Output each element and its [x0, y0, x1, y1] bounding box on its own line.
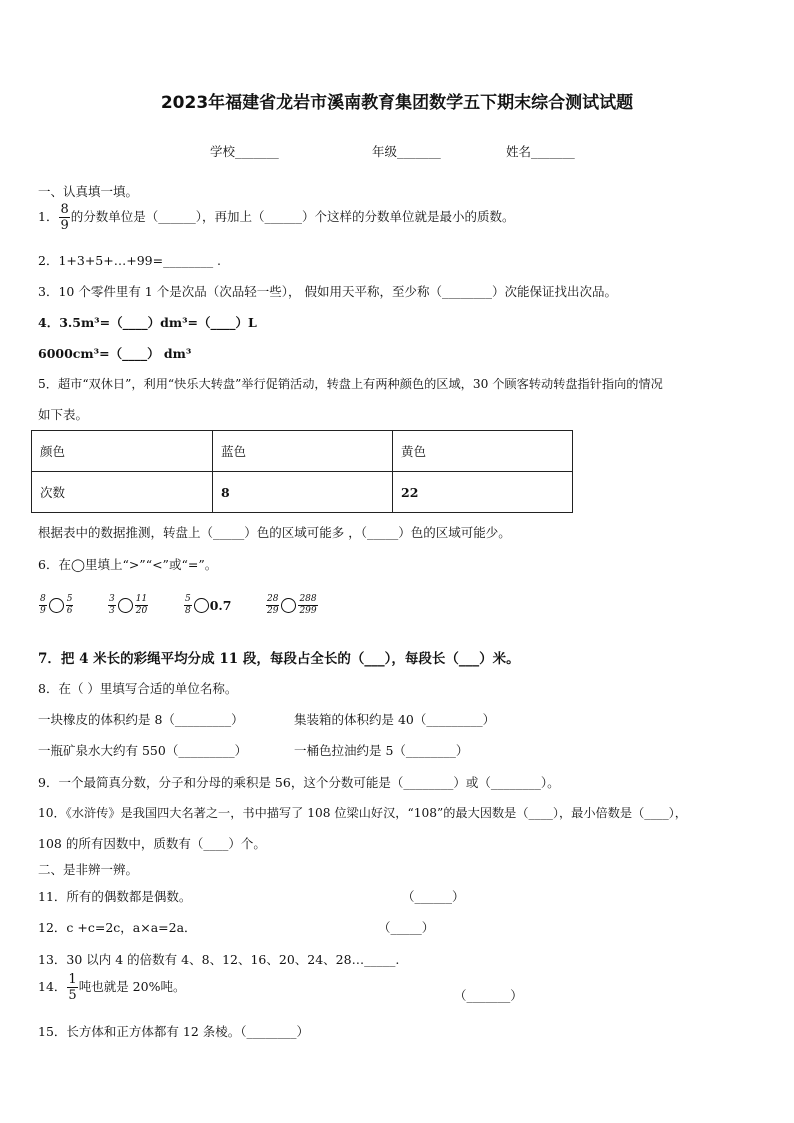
fraction-denominator: 299 [299, 606, 317, 616]
question-13: 13．30 以内 4 的倍数有 4、8、12、16、20、24、28…_____. [38, 952, 400, 967]
fraction [66, 595, 74, 616]
fraction [67, 973, 77, 1002]
fraction-denominator: 9 [60, 218, 69, 233]
fraction [59, 203, 69, 232]
fraction-denominator: 29 [267, 606, 279, 616]
fraction-numerator: 1 [68, 972, 77, 987]
fraction-denominator: 5 [68, 988, 77, 1003]
question-10-part-2: 108 的所有因数中，质数有（____）个。 [38, 836, 266, 851]
page-title: 2023年福建省龙岩市溪南教育集团数学五下期末综合测试试题 [160, 93, 634, 113]
question-7: 7．把 4 米长的彩绳平均分成 11 段，每段占全长的（___），每段长（___）米。 [38, 651, 520, 667]
compare-circle[interactable] [281, 598, 296, 613]
question-8-item: 一瓶矿泉水大约有 550（_________） [38, 743, 248, 758]
table-cell: 蓝色 [213, 431, 393, 472]
fraction-numerator: 11 [135, 594, 148, 604]
question-8-item: 一块橡皮的体积约是 8（_________） [38, 712, 244, 727]
question-4-part-2: 6000cm³=（____） dm³ [38, 346, 192, 361]
section-1-heading: 一、认真填一填。 [38, 184, 139, 199]
compare-circle[interactable] [194, 598, 209, 613]
fraction-numerator: 5 [185, 594, 191, 604]
fraction-numerator: 28 [267, 594, 279, 604]
question-8: 8．在（ ）里填写合适的单位名称。 [38, 681, 238, 696]
fraction-denominator: 9 [40, 606, 46, 616]
table-row [32, 472, 573, 513]
question-12-blank: （_____） [378, 920, 435, 935]
compare-circle[interactable] [49, 598, 64, 613]
compare-circle[interactable] [118, 598, 133, 613]
compare-item-1 [38, 595, 74, 616]
fraction [135, 595, 148, 616]
table-row [32, 431, 573, 472]
section-2-heading: 二、是非辨一辨。 [38, 862, 139, 877]
fraction-numerator: 5 [66, 594, 73, 604]
question-11-blank: （______） [402, 889, 465, 904]
fraction [298, 595, 317, 616]
question-14-number: 14． [38, 979, 67, 994]
compare-item-4 [265, 595, 319, 616]
table-cell: 8 [213, 472, 393, 513]
fraction-numerator: 288 [299, 594, 317, 604]
question-15: 15．长方体和正方体都有 12 条棱。（________） [38, 1024, 310, 1039]
fraction [184, 595, 192, 616]
compare-value: 0.7 [209, 598, 232, 613]
question-5-prompt: 根据表中的数据推测，转盘上（_____）色的区域可能多 ，（_____）色的区域可能少。 [38, 525, 511, 540]
table-cell: 颜色 [32, 431, 213, 472]
fraction-numerator: 3 [109, 594, 115, 604]
fraction-denominator: 3 [109, 606, 115, 616]
question-4-part-1: 4．3.5m³=（____）dm³=（____）L [38, 315, 257, 330]
table-cell: 次数 [32, 472, 213, 513]
question-1-text: 的分数单位是（______），再加上（______）个这样的分数单位就是最小的质数。 [70, 209, 515, 224]
question-6: 6．在◯里填上“>”“<”或“=”。 [38, 557, 218, 572]
fraction-denominator: 20 [135, 606, 148, 616]
question-8-item: 集装箱的体积约是 40（_________） [294, 712, 496, 727]
fraction [266, 595, 279, 616]
fraction-numerator: 8 [40, 594, 46, 604]
question-3: 3．10 个零件里有 1 个是次品（次品轻一些）， 假如用天平称，至少称（________）次能保证找出次品。 [38, 284, 617, 299]
name-field: 姓名_______ [506, 144, 575, 159]
compare-item-2 [107, 595, 149, 616]
question-9: 9．一个最简真分数，分子和分母的乘积是 56，这个分数可能是（________）或（________）。 [38, 775, 560, 790]
fraction-denominator: 8 [185, 606, 191, 616]
table-cell: 黄色 [393, 431, 573, 472]
question-10-part-1: 10．《水浒传》是我国四大名著之一，书中描写了 108 位梁山好汉，“108”的最大因数是（____），最小倍数是（____）， [38, 806, 687, 820]
grade-field: 年级_______ [372, 144, 441, 159]
question-14-text: 吨也就是 20%吨。 [78, 979, 186, 994]
question-5-text: 5．超市“双休日”，利用“快乐大转盘”举行促销活动，转盘上有两种颜色的区域，30 个顾客转动转盘指针指向的情况 [38, 377, 663, 391]
question-11: 11．所有的偶数都是偶数。 [38, 889, 192, 904]
fraction [39, 595, 47, 616]
question-12: 12．c +c=2c，a×a=2a． [38, 920, 197, 935]
question-5-text-2: 如下表。 [38, 407, 89, 422]
question-14-blank: （_______） [454, 988, 523, 1003]
data-table [31, 430, 573, 513]
question-14 [38, 973, 185, 1002]
school-field: 学校_______ [210, 144, 279, 159]
question-8-item: 一桶色拉油约是 5（________） [294, 743, 469, 758]
compare-item-3 [183, 595, 231, 616]
fraction-denominator: 6 [66, 606, 73, 616]
question-2: 2．1+3+5+…+99=________ . [38, 253, 222, 268]
fraction [108, 595, 116, 616]
question-1 [38, 203, 515, 232]
question-1-number: 1． [38, 209, 59, 224]
table-cell: 22 [393, 472, 573, 513]
fraction-numerator: 8 [60, 202, 69, 217]
